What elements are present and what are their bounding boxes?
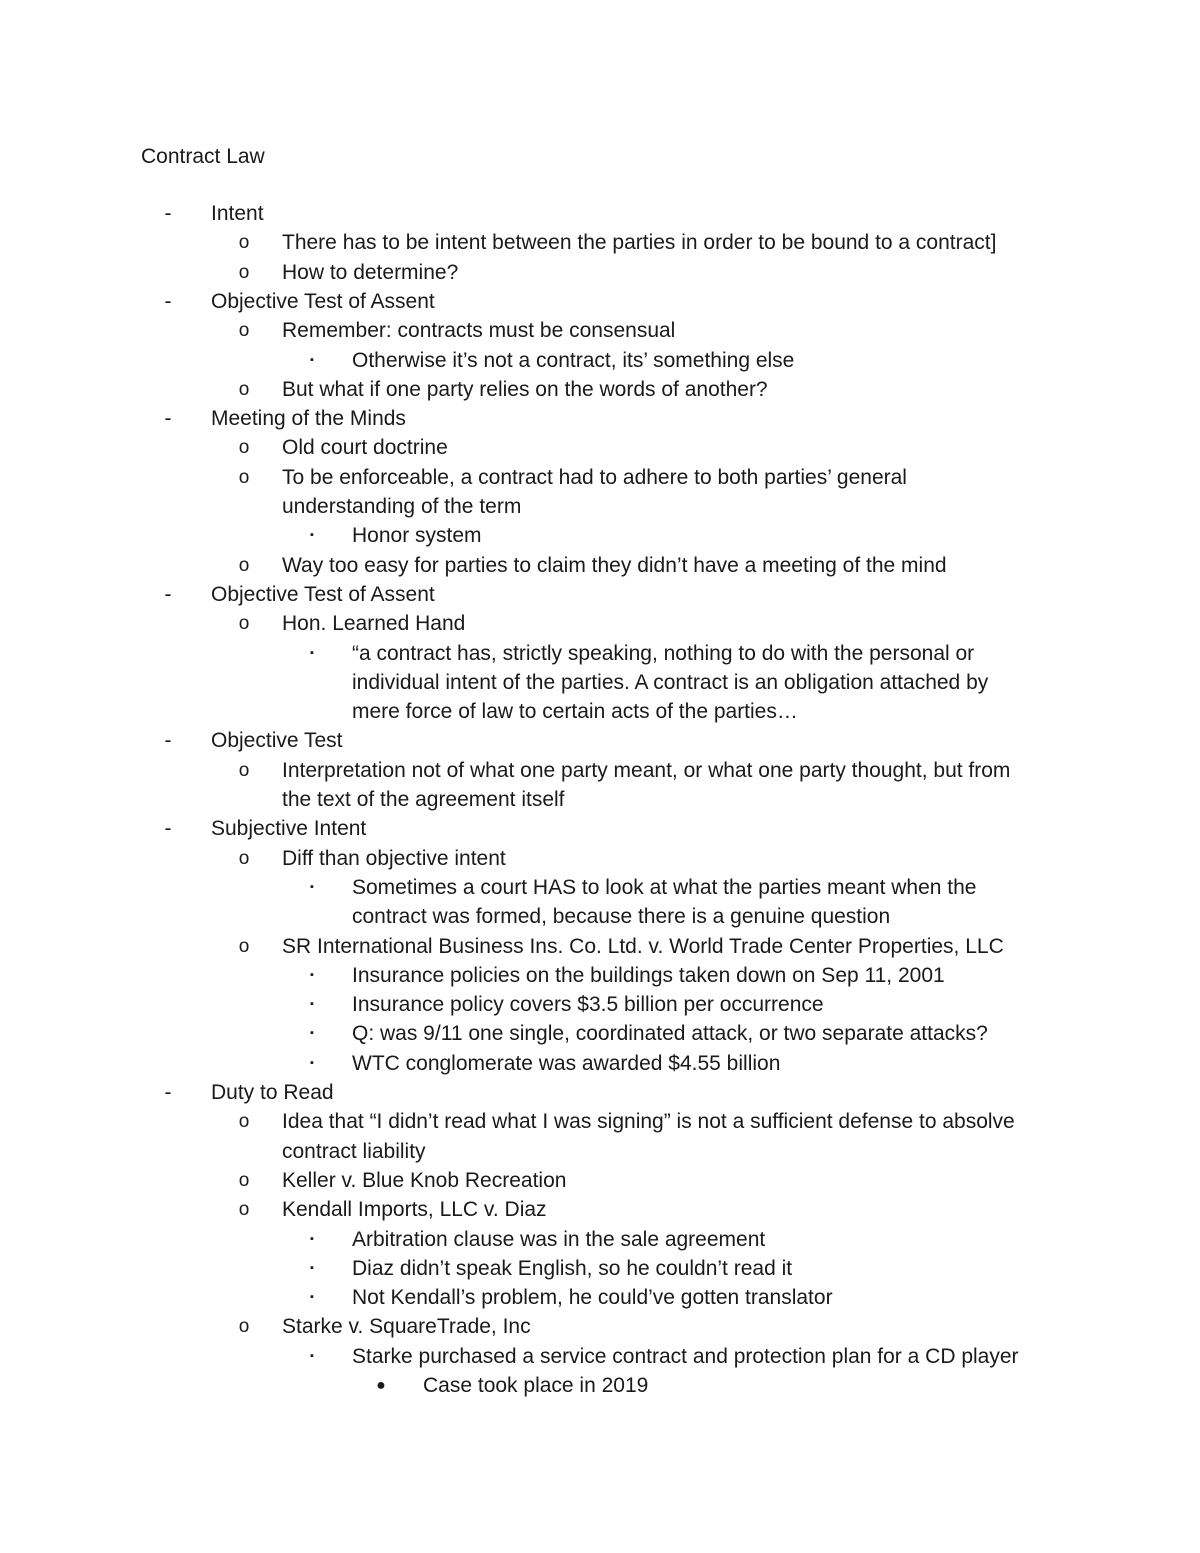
bullet-marker: o	[238, 466, 250, 488]
bullet-marker: -	[164, 407, 172, 431]
bullet-marker: ▪	[310, 1056, 314, 1069]
detail-text: Otherwise it’s not a contract, its’ something else	[352, 348, 795, 372]
bullet-marker: ▪	[310, 1232, 314, 1245]
heading-text: Objective Test of Assent	[211, 289, 435, 313]
detail-text: Q: was 9/11 one single, coordinated attack, or two separate attacks?	[352, 1022, 988, 1046]
bullet-marker: o	[238, 232, 250, 254]
bullet-marker: o	[238, 935, 250, 957]
subpoint-text: There has to be intent between the parties in order to be bound to a contract]	[282, 231, 997, 255]
subpoint-text: Keller v. Blue Knob Recreation	[282, 1168, 567, 1192]
bullet-marker: -	[164, 202, 172, 225]
detail-text: Starke purchased a service contract and protection plan for a CD player	[352, 1344, 1019, 1368]
subpoint-text: Interpretation not of what one party meant, or what one party thought, but from	[282, 758, 1011, 782]
bullet-marker: o	[238, 613, 250, 635]
bullet-marker: ▪	[310, 1349, 314, 1362]
subdetail-text: Case took place in 2019	[423, 1374, 649, 1397]
bullet-marker: o	[238, 1316, 250, 1338]
subpoint-text: But what if one party relies on the words of another?	[282, 377, 768, 401]
subpoint-text: SR International Business Ins. Co. Ltd. v. World Trade Center Properties, LLC	[282, 934, 1004, 958]
continuation-text: contract liability	[282, 1139, 426, 1163]
subpoint-text: Old court doctrine	[282, 436, 448, 460]
subpoint-text: Remember: contracts must be consensual	[282, 319, 676, 343]
subpoint-text: Idea that “I didn’t read what I was signing” is not a sufficient defense to absolve	[282, 1110, 1015, 1134]
continuation-text: understanding of the term	[282, 495, 522, 518]
detail-text: WTC conglomerate was awarded $4.55 billion	[352, 1051, 781, 1075]
bullet-marker: -	[164, 582, 172, 606]
subpoint-text: Kendall Imports, LLC v. Diaz	[282, 1198, 547, 1222]
bullet-marker: -	[164, 729, 172, 753]
bullet-marker: ▪	[310, 1291, 314, 1304]
bullet-marker: o	[238, 378, 250, 400]
bullet-marker: ●	[376, 1377, 386, 1394]
subpoint-text: Hon. Learned Hand	[282, 612, 466, 636]
bullet-marker: o	[238, 320, 250, 342]
bullet-marker: o	[238, 1199, 250, 1221]
bullet-marker: -	[164, 1081, 172, 1104]
heading-text: Objective Test of Assent	[211, 582, 435, 606]
bullet-marker: o	[238, 847, 250, 869]
bullet-marker: o	[238, 1111, 250, 1133]
detail-text: Not Kendall’s problem, he could’ve gotten translator	[352, 1286, 833, 1310]
subpoint-text: Way too easy for parties to claim they didn’t have a meeting of the mind	[282, 553, 947, 577]
bullet-marker: o	[238, 1169, 250, 1191]
bullet-marker: -	[164, 817, 172, 841]
subpoint-text: Diff than objective intent	[282, 846, 506, 870]
bullet-marker: ▪	[310, 1027, 314, 1040]
bullet-marker: ▪	[310, 968, 314, 981]
heading-text: Objective Test	[211, 729, 343, 753]
continuation-text: contract was formed, because there is a genuine question	[352, 905, 891, 929]
bullet-marker: o	[238, 261, 250, 283]
detail-text: Arbitration clause was in the sale agreement	[352, 1227, 766, 1251]
bullet-marker: ▪	[310, 529, 314, 542]
subpoint-text: To be enforceable, a contract had to adhere to both parties’ general	[282, 465, 907, 489]
bullet-marker: ▪	[310, 1261, 314, 1274]
subpoint-text: How to determine?	[282, 260, 459, 284]
bullet-marker: ▪	[310, 646, 314, 659]
heading-text: Duty to Read	[211, 1081, 334, 1104]
detail-text: Diaz didn’t speak English, so he couldn’t read it	[352, 1256, 793, 1280]
subpoint-text: Starke v. SquareTrade, Inc	[282, 1315, 531, 1339]
bullet-marker: ▪	[310, 880, 314, 893]
detail-text: “a contract has, strictly speaking, nothing to do with the personal or	[352, 641, 975, 665]
bullet-marker: -	[164, 289, 172, 313]
bullet-marker: ▪	[310, 353, 314, 366]
heading-text: Meeting of the Minds	[211, 407, 406, 431]
document-title: Contract Law	[141, 145, 265, 168]
heading-text: Intent	[211, 202, 264, 225]
heading-text: Subjective Intent	[211, 817, 367, 841]
bullet-marker: o	[238, 437, 250, 459]
continuation-text: the text of the agreement itself	[282, 788, 565, 811]
continuation-text: individual intent of the parties. A contract is an obligation attached by	[352, 670, 989, 694]
detail-text: Sometimes a court HAS to look at what the parties meant when the	[352, 875, 977, 899]
continuation-text: mere force of law to certain acts of the parties…	[352, 700, 798, 724]
bullet-marker: o	[238, 554, 250, 576]
detail-text: Insurance policy covers $3.5 billion per occurrence	[352, 993, 824, 1017]
bullet-marker: o	[238, 759, 250, 781]
detail-text: Honor system	[352, 524, 482, 548]
detail-text: Insurance policies on the buildings taken down on Sep 11, 2001	[352, 963, 945, 987]
bullet-marker: ▪	[310, 998, 314, 1011]
